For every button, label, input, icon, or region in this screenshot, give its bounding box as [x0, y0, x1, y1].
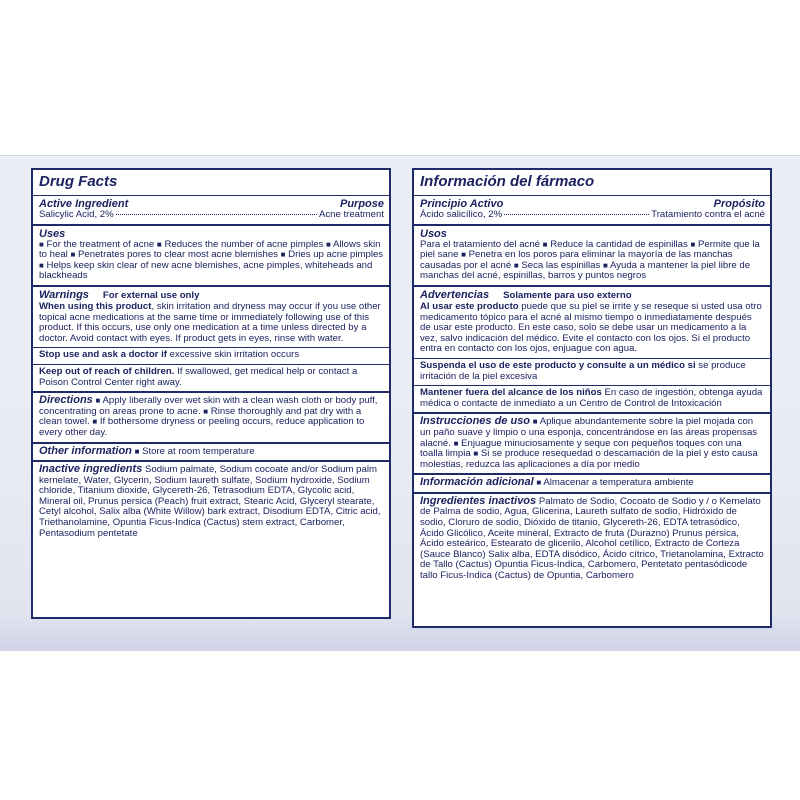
direction-item: Apply liberally over wet skin with a clean wash cloth or body puff, concentrating on areas prone to acne. [39, 395, 378, 417]
active-ingredient-heading-es: Principio Activo [420, 198, 504, 210]
uses-heading-es: Usos [420, 227, 447, 240]
use-item: Para el tratamiento del acné [420, 238, 540, 250]
active-ingredient-section [33, 195, 389, 224]
use-item: Penetra en los poros para eliminar la mayoría de las manchas causadas por el acné [420, 249, 733, 271]
purpose-item-es: Tratamiento contra el acné [651, 209, 765, 220]
warnings-subheading-es: Solamente para uso externo [503, 289, 632, 301]
stop-use-bold-es: Suspenda el uso de este producto y consulte a un médico si [420, 359, 696, 371]
directions-heading: Directions [39, 394, 93, 407]
uses-list: ■ For the treatment of acne ■ Reduces the number of acne pimples ■ Allows skin to heal ■ Penetrates pores to clear most acne blemishes ■ Dries up acne pimples ■ Helps keep skin clear of new acne blemishes, acne pimples, whiteheads and blackheads [39, 238, 384, 282]
inactive-ingredients-text: Sodium palmate, Sodium cocoate and/or Sodium palm kernelate, Water, Glycerin, Sodium laureth sulfate, Sodium hydroxide, Sodium chloride, Titanium dioxide, Glycereth-26, Tetrasodium EDTA, Glycolic acid, Mineral oil, Prunus persica (Peach) fruit extract, Stearic Acid, Glyceryl stearate, Cetyl alcohol, Salix alba (White Willow) bark extract, Disodium EDTA, Citric acid, Triethanolamine, Opuntia Ficus-Indica (Cactus) stem extract, Carbomer, Pentasodium pentetate [39, 464, 381, 539]
warnings-section [33, 285, 389, 347]
when-using-text-es: Al usar este producto puede que su piel se irrite y se reseque si usted usa otro medicamento tópico para el acné al mismo tiempo o inmediatamente después de usar este producto. En este caso, solo se debe usar un medicamento a la vez, salvo indicación del médico. Evite el contacto con los ojos. Si el producto entra en contacto con los ojos, enjuague con agua. [420, 300, 762, 355]
other-info-section: Other information ■ Store at room temperature [33, 442, 389, 461]
direction-item: Aplique abundantemente sobre la piel mojada con un paño suave y limpio o una esponja, concentrándose en las áreas propensas alacné. [420, 416, 758, 449]
use-item: Penetrates pores to clear most acne blemishes [78, 249, 278, 261]
other-info-heading-es: Información adicional [420, 476, 534, 489]
directions-section-es: Instrucciones de uso ■ Aplique abundantemente sobre la piel mojada con un paño suave y limpio o una esponja, concentrándose en las áreas propensas alacné. ■ Enjuague minuciosamente y seque con pequeños toques con una toalla limpia ■ Si se produce resequedad o descamación de la piel y esto causa molestias, reduzca las aplicaciones a día por medio [414, 412, 770, 473]
use-item: Permite que la piel sane [420, 238, 760, 261]
warnings-heading: Warnings [39, 288, 89, 301]
inactive-ingredients-section-es [414, 492, 770, 585]
drug-facts-title: Drug Facts [39, 173, 118, 190]
direction-item: Enjuague minuciosamente y seque con pequeños toques con una toalla limpia [420, 437, 742, 460]
direction-item: Rinse thoroughly and pat dry with a clean towel. [39, 405, 362, 428]
leader-dots [116, 214, 317, 215]
inactive-ingredients-text-es: Palmato de Sodio, Cocoato de Sodio y / o Kernelato de Palma de sodio, Agua, Glicerina, Laureth sulfato de sodio, Hidróxido de sodio, Cloruro de sodio, Dióxido de titanio, Glycereth-26, EDTA tetrasódico, Ácido Glicólico, Aceite mineral, Extracto de fruta (Durazno) Prunus pérsica, Ácido esteárico, Estearato de glicerilo, Alcohol cetílico, Extracto de Corteza (Sauce Blanco) Salix alba, EDTA disódico, Ácido cítrico, Trietanolamina, Extracto de Tallo (Cactus) Opuntia Ficus-Indica, Carbomero, Pentetato pentasódicode tallo Ficus-Indica (Cactus) de Opuntia, Carbomero [420, 495, 764, 582]
use-item: Allows skin to heal [39, 238, 381, 261]
direction-item: Si se produce resequedad o descamación de la piel y esto causa molestias, reduzca las aplicaciones a día por medio [420, 448, 758, 470]
purpose-item: Acne treatment [318, 209, 384, 220]
stop-use-section-es [414, 358, 770, 385]
active-ingredient-item: Salicylic Acid, 2% [39, 209, 114, 220]
keep-out-text: If swallowed, get medical help or contact a Poison Control Center right away. [39, 365, 358, 388]
purpose-heading-es: Propósito [713, 198, 765, 210]
uses-heading: Uses [39, 227, 66, 240]
leader-dots [504, 214, 649, 215]
use-item: Reduces the number of acne pimples [164, 238, 324, 250]
uses-section-es [414, 224, 770, 285]
keep-out-text-es: En caso de ingestión, obtenga ayuda médica o contacte de inmediato a un Centro de Control de Intoxicación [420, 387, 763, 409]
direction-item: If bothersome dryness or peeling occurs, reduce application to every other day. [39, 416, 365, 438]
inactive-ingredients-heading: Inactive ingredients [39, 463, 143, 476]
directions-section: Directions ■ Apply liberally over wet skin with a clean wash cloth or body puff, concentrating on areas prone to acne. ■ Rinse thoroughly and pat dry with a clean towel. ■ If bothersome dryness or peeling occurs, reduce application to every other day. [33, 391, 389, 441]
uses-list-es: Para el tratamiento del acné ■ Reduce la cantidad de espinillas ■ Permite que la piel sane ■ Penetra en los poros para eliminar la mayoría de las manchas causadas por el acné ■ Seca las espinillas ■ Ayuda a mantener la piel libre de manchas del acné, espinillas, barros y puntos negros [420, 238, 760, 282]
directions-heading-es: Instrucciones de uso [420, 415, 531, 428]
use-item: Seca las espinillas [521, 259, 601, 271]
stop-use-bold: Stop use and ask a doctor if [39, 349, 167, 361]
use-item: Dries up acne pimples [288, 249, 384, 261]
active-ingredient-heading: Active Ingredient [39, 198, 129, 210]
when-using-text: When using this product, skin irritation and dryness may occur if you use other topical acne medications at the same time or immediately following use of this product. If this occurs, use only one medication at a time unless directed by a doctor. Avoid contact with eyes. If product gets in eyes, rinse with water. [39, 300, 381, 344]
warnings-heading-es: Advertencias [420, 288, 490, 301]
use-item: Reduce la cantidad de espinillas [550, 238, 688, 250]
use-item: Helps keep skin clear of new acne blemishes, acne pimples, whiteheads and blackheads [39, 259, 373, 282]
warnings-section-es [414, 285, 770, 358]
other-info-text: Store at room temperature [142, 445, 255, 457]
other-info-text-es: Almacenar a temperatura ambiente [543, 477, 694, 489]
keep-out-bold: Keep out of reach of children. [39, 365, 175, 377]
inactive-ingredients-heading-es: Ingredientes inactivos [420, 494, 537, 507]
stop-use-text-es: se produce irritación de la piel excesiva [420, 359, 746, 382]
use-item: For the treatment of acne [46, 238, 155, 250]
warnings-subheading: For external use only [102, 289, 200, 301]
purpose-heading: Purpose [339, 198, 384, 210]
drug-facts-panel-en [31, 168, 391, 619]
use-item: Ayuda a mantener la piel libre de manchas del acné, espinillas, barros y puntos negros [420, 259, 751, 282]
keep-out-bold-es: Mantener fuera del alcance de los niños [420, 387, 602, 399]
drug-facts-panel-es [412, 168, 772, 628]
drug-facts-title-es: Información del fármaco [420, 173, 595, 190]
other-info-heading: Other information [39, 444, 132, 457]
stop-use-text: excessive skin irritation occurs [166, 349, 300, 361]
drug-facts-header [33, 170, 389, 195]
active-ingredient-section-es [414, 195, 770, 224]
inactive-ingredients-section [33, 460, 389, 542]
active-ingredient-item-es: Ácido salicílico, 2% [420, 209, 503, 220]
uses-section [33, 224, 389, 285]
drug-facts-header-es [414, 170, 770, 195]
stop-use-section [33, 347, 389, 364]
keep-out-section [33, 364, 389, 391]
keep-out-section-es [414, 385, 770, 412]
other-info-section-es: Información adicional ■ Almacenar a temperatura ambiente [414, 473, 770, 492]
